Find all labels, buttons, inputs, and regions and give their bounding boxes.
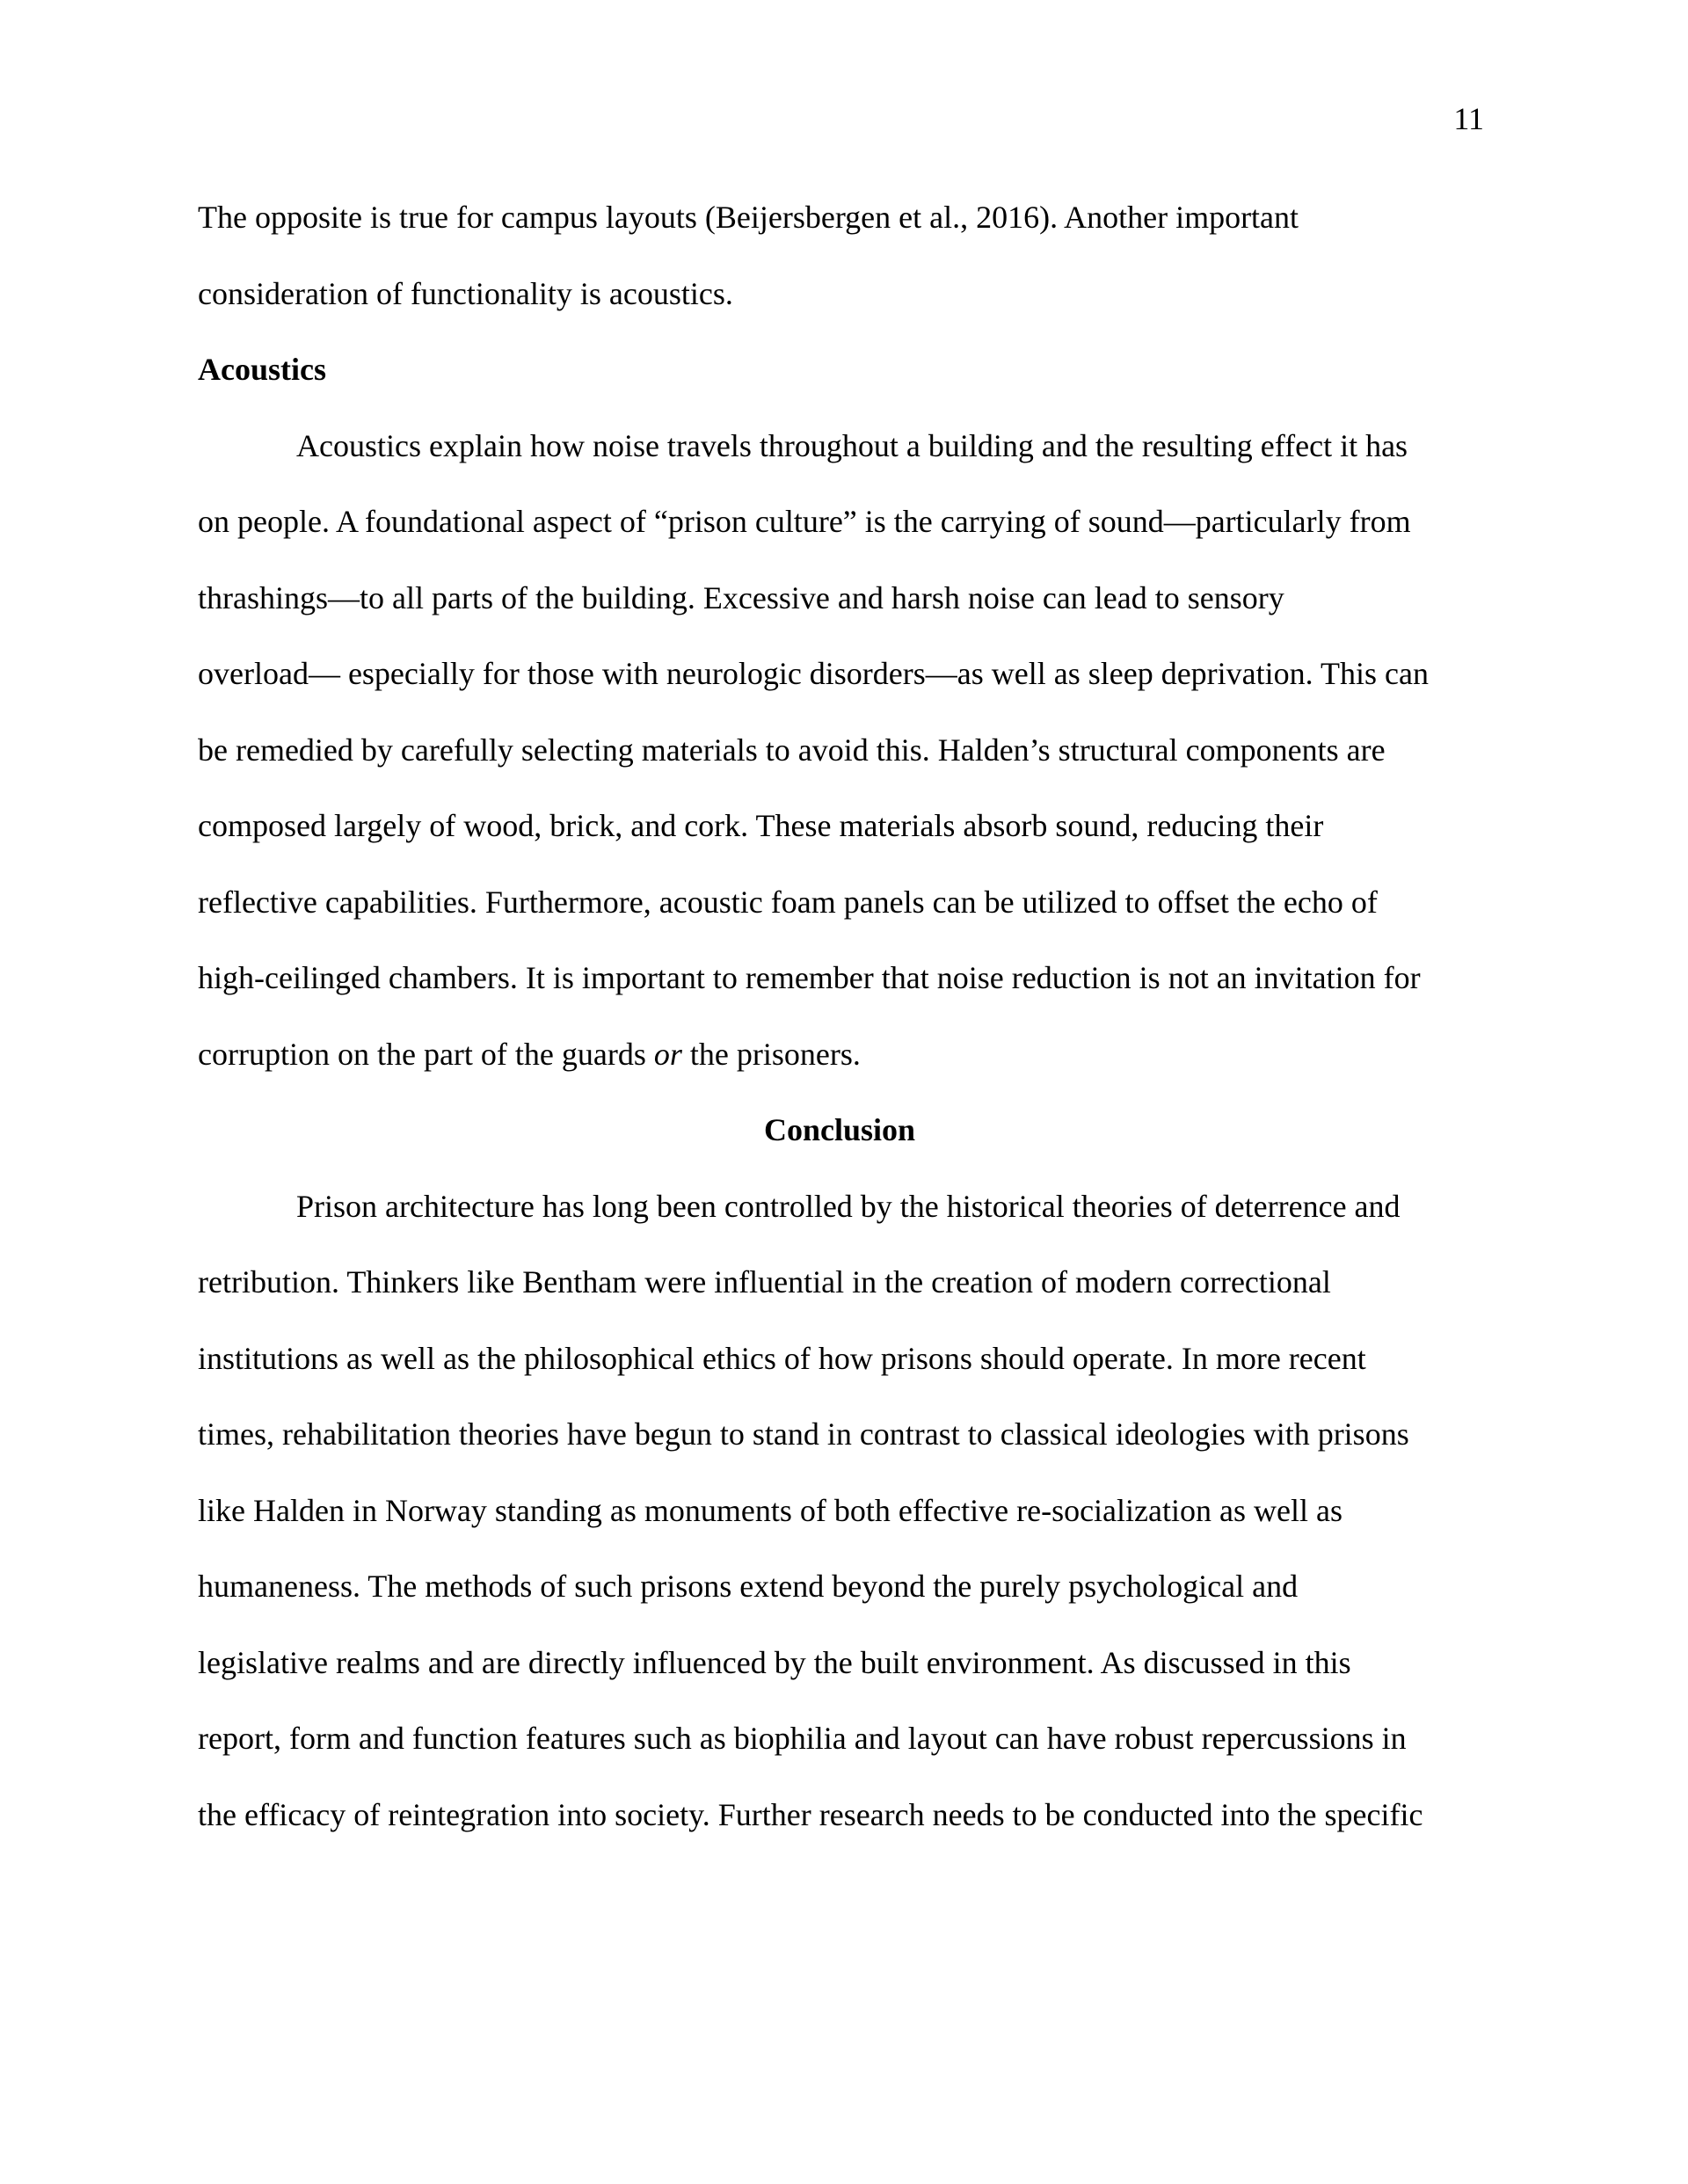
conclusion-line-2: retribution. Thinkers like Bentham were influential in the creation of modern correctional bbox=[198, 1264, 1331, 1299]
conclusion-line-7: legislative realms and are directly influenced by the built environment. As discussed in this bbox=[198, 1645, 1351, 1680]
acoustics-line-6: composed largely of wood, brick, and cork. These materials absorb sound, reducing their bbox=[198, 808, 1324, 843]
acoustics-line-3: thrashings—to all parts of the building. Excessive and harsh noise can lead to sensory bbox=[198, 580, 1284, 615]
acoustics-line-7: reflective capabilities. Furthermore, acoustic foam panels can be utilized to offset the echo of bbox=[198, 885, 1378, 920]
conclusion-line-3: institutions as well as the philosophical ethics of how prisons should operate. In more recent bbox=[198, 1341, 1366, 1376]
acoustics-line-8: high-ceilinged chambers. It is important to remember that noise reduction is not an invitation for bbox=[198, 960, 1421, 995]
conclusion-line-1: Prison architecture has long been controlled by the historical theories of deterrence and bbox=[296, 1189, 1401, 1224]
acoustics-line-1: Acoustics explain how noise travels throughout a building and the resulting effect it has bbox=[296, 428, 1408, 463]
acoustics-heading: Acoustics bbox=[198, 352, 326, 387]
conclusion-heading: Conclusion bbox=[763, 1112, 916, 1147]
acoustics-line-9 bbox=[198, 1035, 1517, 1074]
conclusion-line-6: humaneness. The methods of such prisons extend beyond the purely psychological and bbox=[198, 1569, 1299, 1604]
acoustics-line-9-after: the prisoners. bbox=[681, 1037, 861, 1072]
intro-line-2: consideration of functionality is acoustics. bbox=[198, 276, 733, 311]
acoustics-line-4: overload— especially for those with neurologic disorders—as well as sleep deprivation. This can bbox=[198, 656, 1429, 691]
intro-line-1: The opposite is true for campus layouts (Beijersbergen et al., 2016). Another important bbox=[198, 200, 1299, 235]
acoustics-line-9-italic: or bbox=[653, 1037, 682, 1072]
conclusion-line-8: report, form and function features such as biophilia and layout can have robust repercussions in bbox=[198, 1721, 1407, 1756]
acoustics-line-5: be remedied by carefully selecting materials to avoid this. Halden’s structural components are bbox=[198, 732, 1386, 768]
conclusion-line-9: the efficacy of reintegration into society. Further research needs to be conducted into the specific bbox=[198, 1797, 1423, 1832]
conclusion-line-4: times, rehabilitation theories have begun to stand in contrast to classical ideologies with prisons bbox=[198, 1416, 1409, 1452]
page-number: 11 bbox=[1453, 101, 1484, 136]
acoustics-line-2: on people. A foundational aspect of “prison culture” is the carrying of sound—particularly from bbox=[198, 504, 1411, 539]
acoustics-line-9-before: corruption on the part of the guards bbox=[198, 1037, 654, 1072]
conclusion-line-5: like Halden in Norway standing as monuments of both effective re-socialization as well as bbox=[198, 1493, 1342, 1528]
